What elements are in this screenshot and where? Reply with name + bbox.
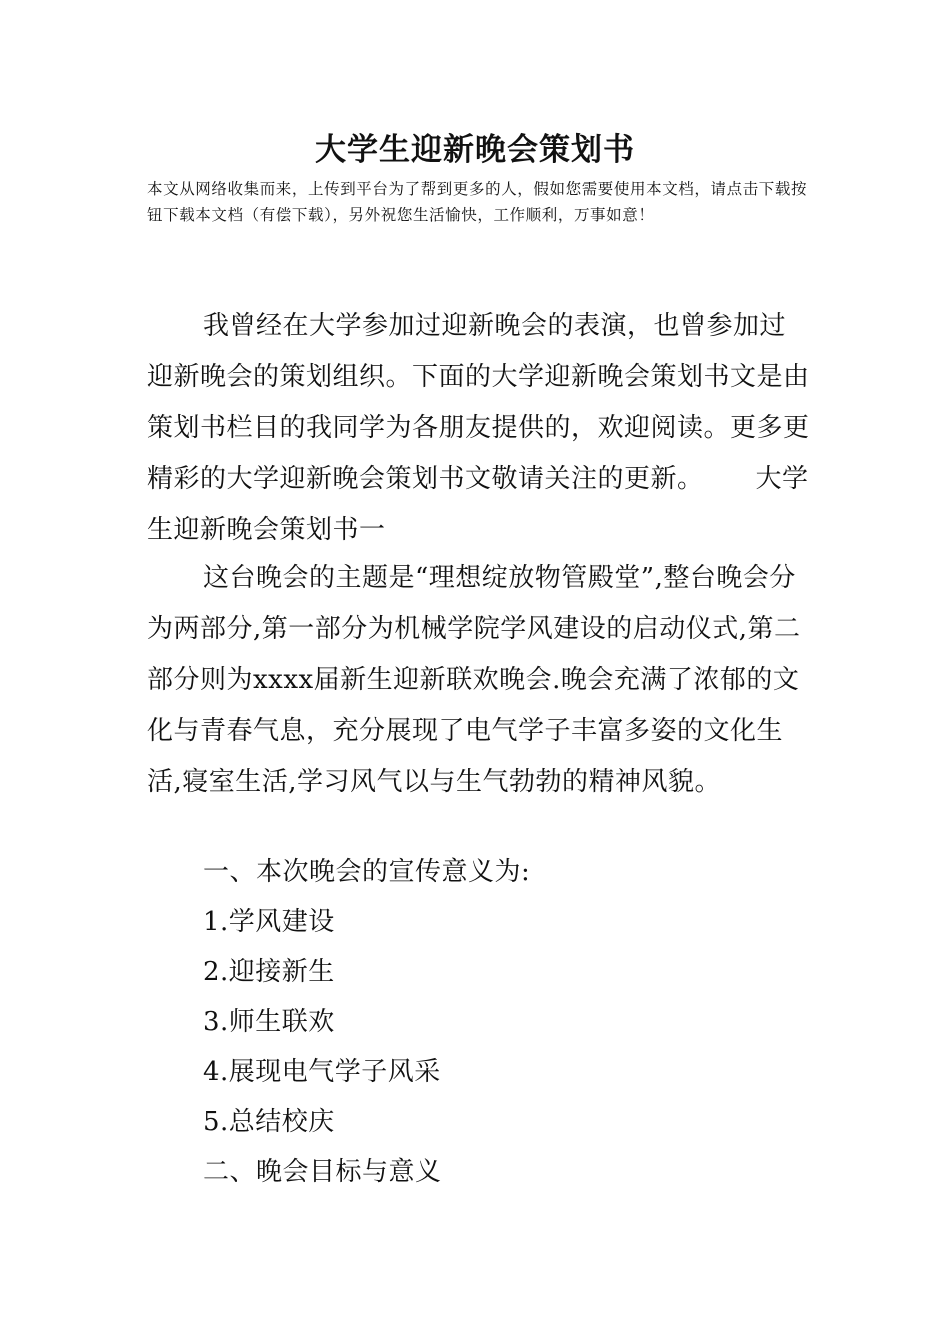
section-heading-inline: 大学生迎新晚会策划书一 xyxy=(147,464,809,545)
list-heading-goals: 二、晚会目标与意义 xyxy=(203,1157,442,1187)
list-item: 5.总结校庆 xyxy=(203,1107,335,1137)
list-item: 1.学风建设 xyxy=(203,907,335,937)
intro-paragraph-text: 我曾经在大学参加过迎新晚会的表演，也曾参加过迎新晚会的策划组织。下面的大学迎新晚会策划书文是由策划书栏目的我同学为各朋友提供的，欢迎阅读。更多更精彩的大学迎新晚会策划书文敬请关注的更新。 xyxy=(147,311,810,494)
list-item: 2.迎接新生 xyxy=(203,957,335,987)
download-notice: 本文从网络收集而来，上传到平台为了帮到更多的人，假如您需要使用本文档，请点击下载按钮下载本文档（有偿下载），另外祝您生活愉快，工作顺利，万事如意！ xyxy=(147,180,808,224)
intro-paragraph xyxy=(147,301,811,556)
list-item: 4.展现电气学子风采 xyxy=(203,1057,441,1087)
theme-paragraph: 这台晚会的主题是“理想绽放物管殿堂”,整台晚会分为两部分,第一部分为机械学院学风建设的启动仪式,第二部分则为xxxx届新生迎新联欢晚会.晚会充满了浓郁的文化与青春气息，充分展现了电气学子丰富多姿的文化生活,寝室生活,学习风气以与生气勃勃的精神风貌。 xyxy=(147,563,801,797)
list-heading-publicity: 一、本次晚会的宣传意义为: xyxy=(203,857,531,887)
document-title: 大学生迎新晚会策划书 xyxy=(315,132,635,168)
list-item: 3.师生联欢 xyxy=(203,1007,335,1037)
